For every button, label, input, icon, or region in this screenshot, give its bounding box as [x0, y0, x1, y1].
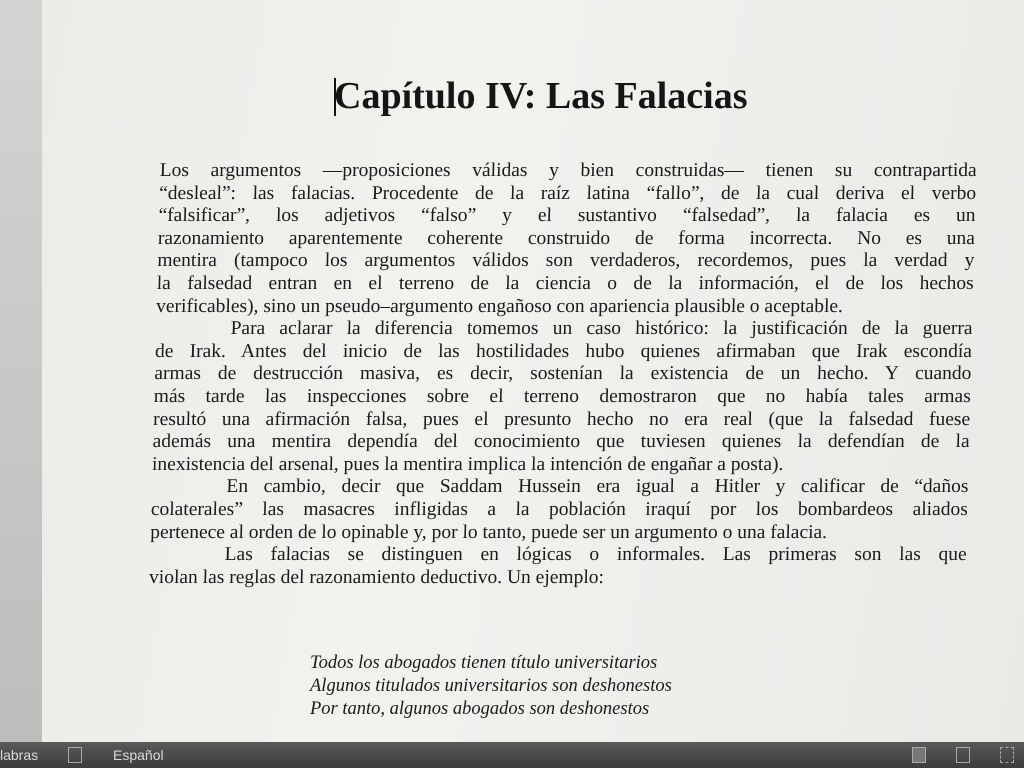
example-line: Por tanto, algunos abogados son deshonestos [310, 699, 650, 719]
print-layout-view-icon[interactable] [912, 747, 926, 763]
left-gutter [0, 0, 42, 742]
text-line: armas de destrucción masiva, es decir, sostenían la existencia de un hecho. Y cuando [154, 363, 972, 385]
example-line: Algunos titulados universitarios son deshonestos [310, 676, 672, 696]
text-line: además una mentira dependía del conocimiento que tuviesen quienes la defendían de la [152, 431, 970, 453]
language-indicator[interactable]: Español [113, 747, 164, 763]
text-line: inexistencia del arsenal, pues la mentira implica la intención de engañar a posta). [151, 453, 784, 475]
text-line: verificables), sino un pseudo–argumento engañoso con apariencia plausible o aceptable. [155, 295, 844, 317]
text-line: la falsedad entran en el terreno de la ciencia o de la información, el de los hechos [156, 272, 975, 294]
text-line: violan las reglas del razonamiento deductivo. Un ejemplo: [148, 566, 605, 588]
word-count[interactable]: labras [0, 747, 39, 763]
syllogism-example [310, 652, 672, 721]
document-body[interactable] [149, 160, 977, 589]
outline-view-icon[interactable] [1000, 747, 1014, 763]
text-line: Para aclarar la diferencia tomemos un caso histórico: la justificación de la guerra [230, 318, 973, 340]
text-line: pertenece al orden de lo opinable y, por lo tanto, puede ser un argumento o una falacia. [149, 521, 828, 543]
text-line: más tarde las inspecciones sobre el terreno demostraron que no había tales armas [153, 385, 972, 407]
web-layout-view-icon[interactable] [956, 747, 970, 763]
example-line: Todos los abogados tienen título universitarios [310, 653, 658, 673]
chapter-title: Capítulo IV: Las Falacias [334, 75, 748, 117]
text-line: mentira (tampoco los argumentos válidos son verdaderos, recordemos, pues la verdad y [157, 250, 975, 272]
text-line: Las falacias se distinguen en lógicas o informales. Las primeras son las que [224, 544, 967, 566]
text-line: En cambio, decir que Saddam Hussein era igual a Hitler y calificar de “daños [226, 476, 969, 498]
text-line: de Irak. Antes del inicio de las hostilidades hubo quienes afirmaban que Irak escondía [154, 340, 973, 362]
text-line: resultó una afirmación falsa, pues el presunto hecho no era real (que la falsedad fuese [152, 408, 971, 430]
text-line: “falsificar”, los adjetivos “falso” y el sustantivo “falsedad”, la falacia es un [158, 205, 976, 227]
text-line: razonamiento aparentemente coherente construido de forma incorrecta. No es una [157, 227, 976, 249]
text-line: colaterales” las masacres infligidas a la población iraquí por los bombardeos aliados [150, 498, 969, 520]
text-line: “desleal”: las falacias. Procedente de la raíz latina “fallo”, de la cual deriva el verbo [158, 182, 977, 204]
status-bar [0, 742, 1024, 768]
text-line: Los argumentos —proposiciones válidas y bien construidas— tienen su contrapartida [159, 160, 978, 181]
proofing-icon[interactable] [68, 747, 82, 763]
